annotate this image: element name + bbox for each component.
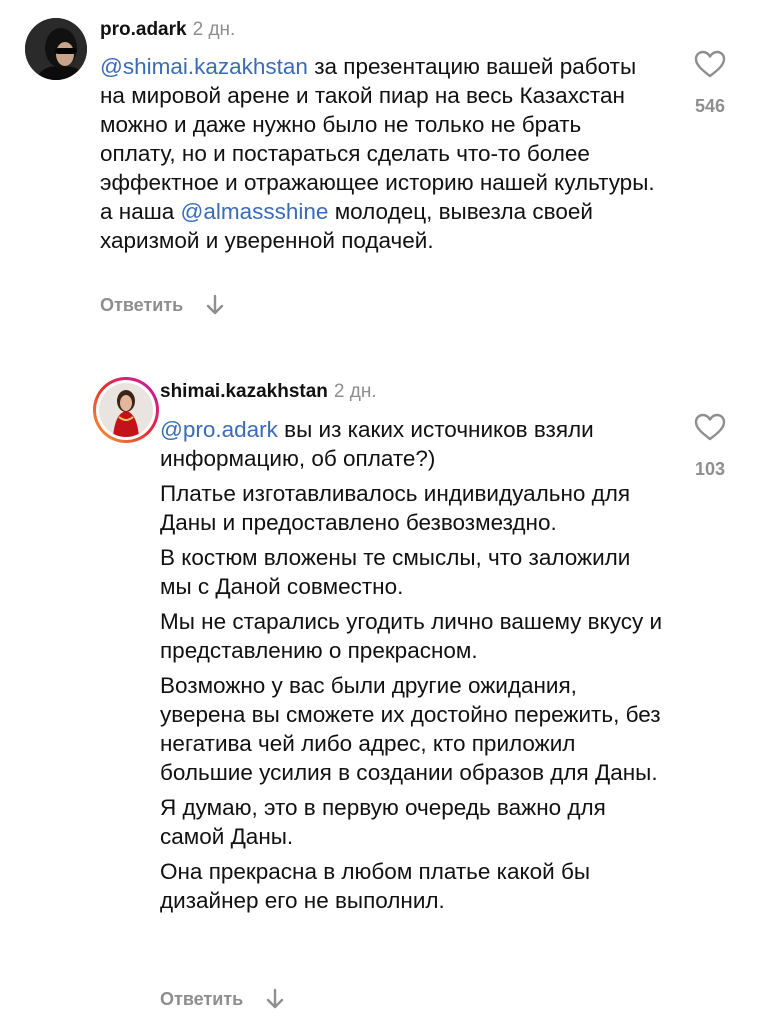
like-count: 103 [694, 459, 726, 479]
comment-paragraph: Платье изготавливалось индивидуально для Даны и предоставлено безвозмездно. [160, 481, 631, 535]
avatar-shimai-kazakhstan[interactable] [93, 377, 159, 443]
reply-row [160, 988, 285, 1010]
comment-paragraph: Она прекрасна в любом платье какой бы дизайнер его не выполнил. [160, 859, 591, 913]
avatar-image [99, 383, 153, 437]
comment-body [100, 52, 660, 261]
comment-text [100, 52, 660, 255]
arrow-down-icon[interactable] [265, 988, 285, 1010]
arrow-down-icon[interactable] [205, 294, 225, 316]
mention-link[interactable]: @pro.adark [160, 417, 278, 442]
like-column [680, 50, 740, 117]
like-column [680, 413, 740, 480]
like-count: 546 [694, 96, 726, 116]
comment-text-part: вы из каких источников взяли информацию, об оплате?) [160, 417, 594, 471]
heart-icon[interactable] [694, 413, 726, 441]
reply-row [100, 294, 225, 316]
comment-username[interactable] [100, 19, 235, 41]
avatar-pro-adark[interactable] [25, 18, 87, 80]
comment-paragraph: Мы не старались угодить лично вашему вкусу и представлению о прекрасном. [160, 609, 663, 663]
heart-icon[interactable] [694, 50, 726, 78]
comment-paragraph: Возможно у вас были другие ожидания, уверена вы сможете их достойно пережить, без негатива чей либо адрес, кто приложил большие усилия в создании образов для Даны. [160, 673, 661, 785]
username-text[interactable]: shimai.kazakhstan [160, 381, 328, 402]
avatar-image [25, 18, 87, 80]
comment-time: 2 дн. [192, 19, 236, 40]
username-text[interactable]: pro.adark [100, 19, 187, 40]
comment-text [160, 415, 665, 473]
comment-username[interactable] [160, 381, 377, 403]
comment-body [160, 415, 665, 921]
mention-link[interactable]: @almassshine [180, 199, 329, 224]
comment-paragraph: В костюм вложены те смыслы, что заложили мы с Даной совместно. [160, 545, 631, 599]
comment-time: 2 дн. [333, 381, 377, 402]
mention-link[interactable]: @shimai.kazakhstan [100, 54, 308, 79]
reply-button[interactable]: Ответить [160, 988, 244, 1009]
comment-text-part: за презентацию вашей работы на мировой арене и такой пиар на весь Казахстан можно и даже нужно было не только не брать оплату, но и постараться сделать что-то более эффектное и отражающее историю нашей культуры. а наша [100, 54, 655, 224]
comment-paragraph: Я думаю, это в первую очередь важно для самой Даны. [160, 795, 606, 849]
reply-button[interactable]: Ответить [100, 294, 184, 315]
comment-text-part: молодец, вывезла своей харизмой и уверенной подачей. [100, 199, 593, 253]
